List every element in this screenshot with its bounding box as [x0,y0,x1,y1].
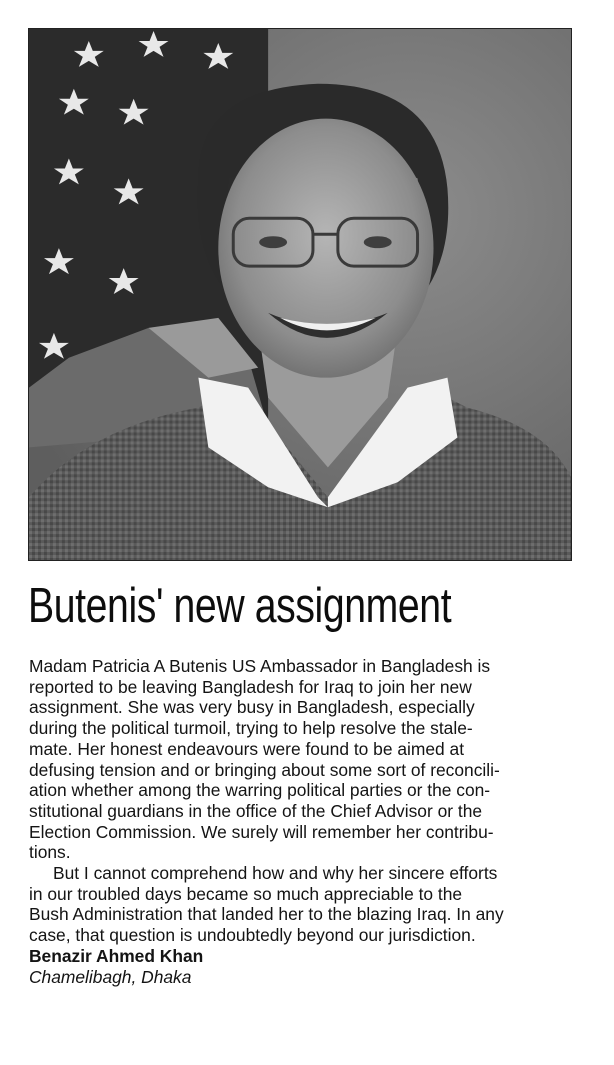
paragraph-1 [29,656,581,863]
text-line: Bush Administration that landed her to the blazing Iraq. In any [29,904,504,925]
portrait-illustration [29,29,571,560]
text-line: Election Commission. We surely will remember her contribu- [29,821,494,842]
text-line: during the political turmoil, trying to help resolve the stale- [29,718,473,739]
author-location: Chamelibagh, Dhaka [29,966,192,987]
text-line: assignment. She was very busy in Bangladesh, especially [29,697,475,718]
text-line: in our troubled days became so much appreciable to the [29,883,463,904]
author-name: Benazir Ahmed Khan [29,945,204,966]
text-line: reported to be leaving Bangladesh for Iraq to join her new [29,676,472,697]
paragraph-2 [29,863,581,946]
headline: Butenis' new assignment [28,579,452,633]
text-line: But I cannot comprehend how and why her sincere efforts [53,863,498,884]
face [218,119,433,378]
text-line: tions. [29,842,71,863]
text-line: ation whether among the warring political parties or the con- [29,780,491,801]
text-line: case, that question is undoubtedly beyond our jurisdiction. [29,925,476,946]
text-line: mate. Her honest endeavours were found to be aimed at [29,738,465,759]
text-line: defusing tension and or bringing about some sort of reconcili- [29,759,500,780]
portrait-photo [28,28,572,561]
letter-body [29,656,581,987]
text-line: stitutional guardians in the office of the Chief Advisor or the [29,800,483,821]
text-line: Madam Patricia A Butenis US Ambassador in Bangladesh is [29,656,491,676]
